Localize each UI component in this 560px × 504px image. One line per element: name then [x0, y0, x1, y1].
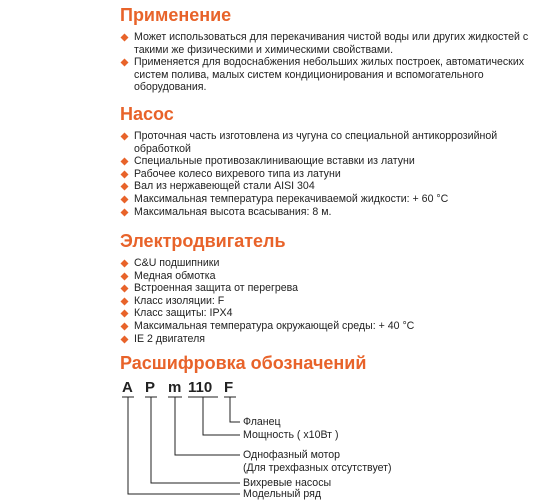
list-item: [120, 307, 540, 320]
section-pump: [120, 103, 540, 218]
code-char-power: 110: [188, 379, 213, 396]
list-item-text: Класс изоляции: F: [134, 294, 225, 307]
list-item: [120, 270, 540, 283]
list-item: [120, 193, 540, 206]
diamond-bullet-icon: [120, 272, 129, 281]
diamond-bullet-icon: [120, 208, 129, 217]
list-item-text: IE 2 двигателя: [134, 332, 205, 345]
section-decoding: [120, 352, 540, 379]
list-item-text: Проточная часть изготовлена из чугуна со специальной антикоррозийной обработкой: [134, 130, 498, 155]
list-item: [120, 31, 540, 56]
label-flange: Фланец: [243, 416, 281, 428]
list-item-text: Вал из нержавеющей стали AISI 304: [134, 180, 315, 193]
diamond-bullet-icon: [120, 58, 129, 67]
diamond-bullet-icon: [120, 132, 129, 141]
list-item-text: Максимальная температура перекачиваемой жидкости: + 60 °C: [134, 192, 449, 205]
diamond-bullet-icon: [120, 33, 129, 42]
list-item-text: C&U подшипники: [134, 257, 220, 269]
list-item-text: Класс защиты: IPX4: [134, 307, 233, 320]
list-item-text: Специальные противозаклинивающие вставки из латуни: [134, 155, 415, 168]
label-model-series: Модельный ряд: [243, 488, 322, 500]
list-item-text: Встроенная защита от перегрева: [134, 282, 299, 295]
code-char-series: A: [122, 379, 133, 396]
label-vortex-pumps: Вихревые насосы: [243, 477, 332, 489]
diamond-bullet-icon: [120, 182, 129, 191]
list-item: [120, 282, 540, 295]
section-title-motor: Электродвигатель: [120, 231, 286, 251]
diamond-bullet-icon: [120, 195, 129, 204]
list-item: [120, 333, 540, 346]
label-power: Мощность ( х10Вт ): [243, 429, 339, 441]
label-three-phase-note: (Для трехфазных отсутствует): [243, 462, 392, 474]
diamond-bullet-icon: [120, 309, 129, 318]
list-item: [120, 180, 540, 193]
list-item-text: Рабочее колесо вихревого типа из латуни: [134, 167, 341, 180]
section-title-application: Применение: [120, 5, 232, 25]
diamond-bullet-icon: [120, 284, 129, 293]
diamond-bullet-icon: [120, 322, 129, 331]
diamond-bullet-icon: [120, 157, 129, 166]
list-item-text: Максимальная температура окружающей среды: + 40 °C: [134, 319, 415, 332]
list-item: [120, 168, 540, 181]
list-item-text: Может использоваться для перекачивания чистой воды или других жидкостей с такими же физическими и химическими свойствами.: [134, 31, 529, 56]
section-title-decoding: Расшифровка обозначений: [120, 353, 367, 373]
list-item: [120, 56, 540, 94]
list-item-text: Максимальная высота всасывания: 8 м.: [134, 205, 332, 218]
application-list: [120, 31, 540, 94]
list-item: [120, 130, 540, 155]
section-application: [120, 4, 540, 94]
section-title-pump: Насос: [120, 104, 174, 124]
motor-list: [120, 257, 540, 345]
code-char-flange: F: [224, 379, 234, 396]
diamond-bullet-icon: [120, 297, 129, 306]
list-item-text: Применяется для водоснабжения небольших жилых построек, автоматических систем полива, малых систем кондиционирования и вспомогательного оборудования.: [134, 56, 525, 94]
model-code-diagram: [120, 377, 540, 502]
diamond-bullet-icon: [120, 170, 129, 179]
label-single-phase: Однофазный мотор: [243, 449, 341, 461]
section-motor: [120, 230, 540, 345]
code-char-pump: P: [145, 379, 156, 396]
code-char-motor: m: [168, 379, 182, 396]
list-item: [120, 295, 540, 308]
list-item-text: Медная обмотка: [134, 269, 216, 282]
list-item: [120, 320, 540, 333]
diamond-bullet-icon: [120, 335, 129, 344]
diamond-bullet-icon: [120, 259, 129, 268]
list-item: [120, 206, 540, 219]
pump-list: [120, 130, 540, 218]
list-item: [120, 155, 540, 168]
list-item: [120, 257, 540, 270]
